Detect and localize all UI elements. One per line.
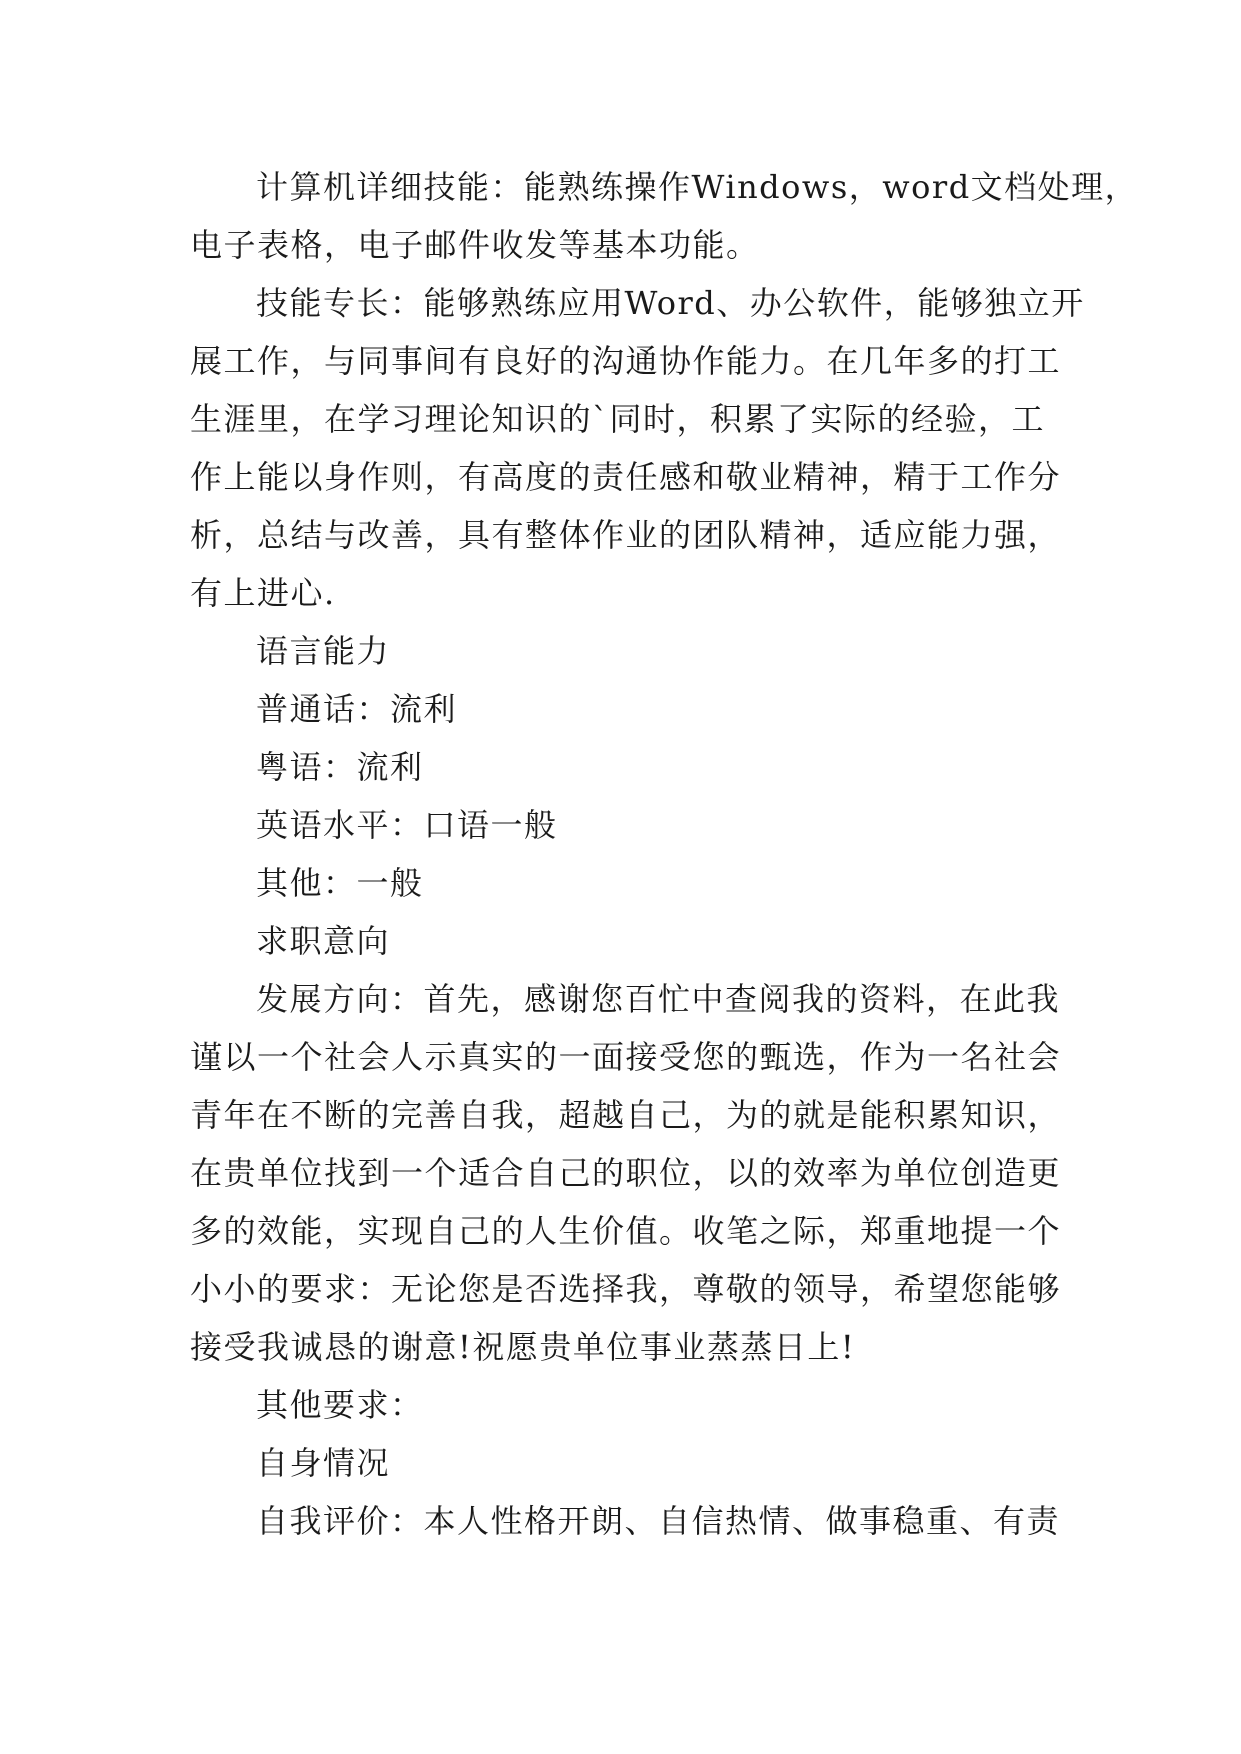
section-heading: 语言能力 bbox=[256, 632, 391, 670]
section-heading: 求职意向 bbox=[256, 922, 391, 960]
section-heading: 自身情况 bbox=[256, 1444, 391, 1482]
text-line: 析，总结与改善，具有整体作业的团队精神，适应能力强， bbox=[190, 516, 1062, 554]
text-line: 展工作，与同事间有良好的沟通协作能力。在几年多的打工 bbox=[190, 342, 1062, 380]
text-line: 作上能以身作则，有高度的责任感和敬业精神，精于工作分 bbox=[190, 458, 1062, 496]
text-line: 其他：一般 bbox=[256, 864, 424, 902]
text-line: 青年在不断的完善自我，超越自己，为的就是能积累知识， bbox=[190, 1096, 1062, 1134]
document-body bbox=[190, 158, 1139, 1550]
text-line: 谨以一个社会人示真实的一面接受您的甄选，作为一名社会 bbox=[190, 1038, 1062, 1076]
text-line: 英语水平：口语一般 bbox=[256, 806, 558, 844]
text-line: 粤语：流利 bbox=[256, 748, 424, 786]
text-line: 有上进心. bbox=[190, 574, 336, 612]
text-line: 其他要求： bbox=[256, 1386, 424, 1424]
text-line: 多的效能，实现自己的人生价值。收笔之际，郑重地提一个 bbox=[190, 1212, 1062, 1250]
text-line: 计算机详细技能：能熟练操作Windows，word文档处理， bbox=[256, 168, 1139, 206]
text-line: 发展方向：首先，感谢您百忙中查阅我的资料，在此我 bbox=[256, 980, 1061, 1018]
text-line: 在贵单位找到一个适合自己的职位，以的效率为单位创造更 bbox=[190, 1154, 1062, 1192]
text-line: 电子表格，电子邮件收发等基本功能。 bbox=[190, 226, 760, 264]
text-line: 小小的要求：无论您是否选择我，尊敬的领导，希望您能够 bbox=[190, 1270, 1062, 1308]
text-line: 技能专长：能够熟练应用Word、办公软件，能够独立开 bbox=[256, 284, 1085, 322]
text-line: 普通话：流利 bbox=[256, 690, 458, 728]
text-line: 自我评价：本人性格开朗、自信热情、做事稳重、有责 bbox=[256, 1502, 1061, 1540]
text-line: 生涯里，在学习理论知识的`同时，积累了实际的经验，工 bbox=[190, 400, 1046, 438]
text-line: 接受我诚恳的谢意!祝愿贵单位事业蒸蒸日上! bbox=[190, 1328, 856, 1366]
